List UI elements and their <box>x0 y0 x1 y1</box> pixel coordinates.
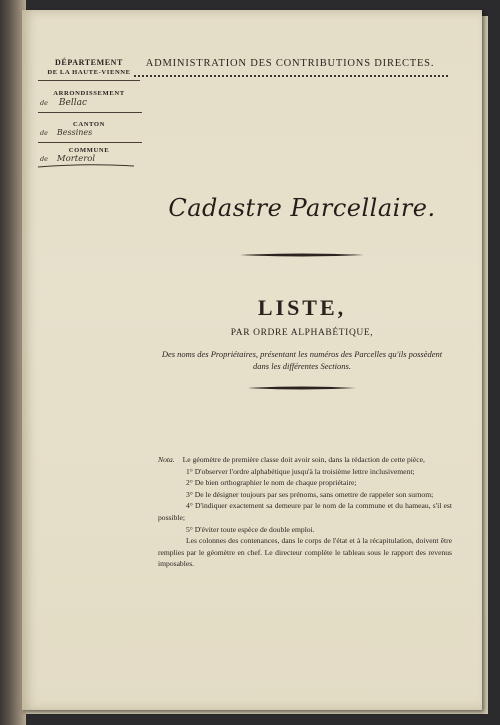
nota-item-1: 1° D'observer l'ordre alphabétique jusqu'à la troisième lettre inclusivement; <box>186 466 415 476</box>
liste-subtitle: PAR ORDRE ALPHABÉTIQUE, <box>230 328 374 338</box>
liste-description-line2: dans les différentes Sections. <box>253 361 351 371</box>
liste-ornament-rule <box>248 385 356 391</box>
document-page <box>22 10 482 710</box>
canton-field <box>40 128 140 138</box>
header-dotted-rule <box>134 75 448 80</box>
nota-block <box>158 454 452 570</box>
arrondissement-value: Bellac <box>58 98 87 108</box>
nota-item-4: 4° D'indiquer exactement sa demeure par le nom de la commune et du hameau, s'il est possible; <box>158 501 452 522</box>
liste-description-line1: Des noms des Propriétaires, présentant les numéros des Parcelles qu'ils possèdent <box>161 349 443 359</box>
commune-prefix: de <box>40 155 49 163</box>
canton-prefix: de <box>40 129 49 137</box>
arrondissement-field <box>40 98 140 108</box>
nota-item-2: 2° De bien orthographier le nom de chaque propriétaire; <box>186 478 357 488</box>
commune-value: Morterol <box>56 154 96 164</box>
commune-label: COMMUNE <box>68 147 110 154</box>
commune-flourish <box>36 162 136 170</box>
liste-heading: LISTE, <box>257 295 347 320</box>
cadastre-title: Cadastre Parcellaire. <box>168 194 436 222</box>
title-ornament-rule <box>240 252 364 258</box>
nota-item-5: 5° D'éviter toute espèce de double emploi. <box>186 524 315 534</box>
nota-intro: Le géomètre de première classe doit avoir soin, dans la rédaction de cette pièce, <box>182 455 425 464</box>
nota-label: Nota. <box>158 455 175 464</box>
nota-item-3: 3° De le désigner toujours par ses prénoms, sans omettre de rappeler son surnom; <box>186 489 434 499</box>
canton-rule <box>38 142 142 143</box>
administration-heading: ADMINISTRATION DES CONTRIBUTIONS DIRECTES. <box>145 58 435 69</box>
header-left-rule <box>38 80 140 81</box>
arrondissement-prefix: de <box>40 99 49 107</box>
arrondissement-rule <box>38 112 142 113</box>
arrondissement-label: ARRONDISSEMENT <box>53 90 125 97</box>
canton-value: Bessines <box>56 128 93 137</box>
department-label: DÉPARTEMENT <box>55 58 123 67</box>
nota-closing: Les colonnes des contenances, dans le corps de l'état et à la récapitulation, doivent être remplies par le géomètre en chef. Le directeur complète le tableau sous le rapport des revenus imposables. <box>158 536 452 569</box>
canton-label: CANTON <box>72 121 106 128</box>
department-name: DE LA HAUTE-VIENNE <box>47 69 131 76</box>
